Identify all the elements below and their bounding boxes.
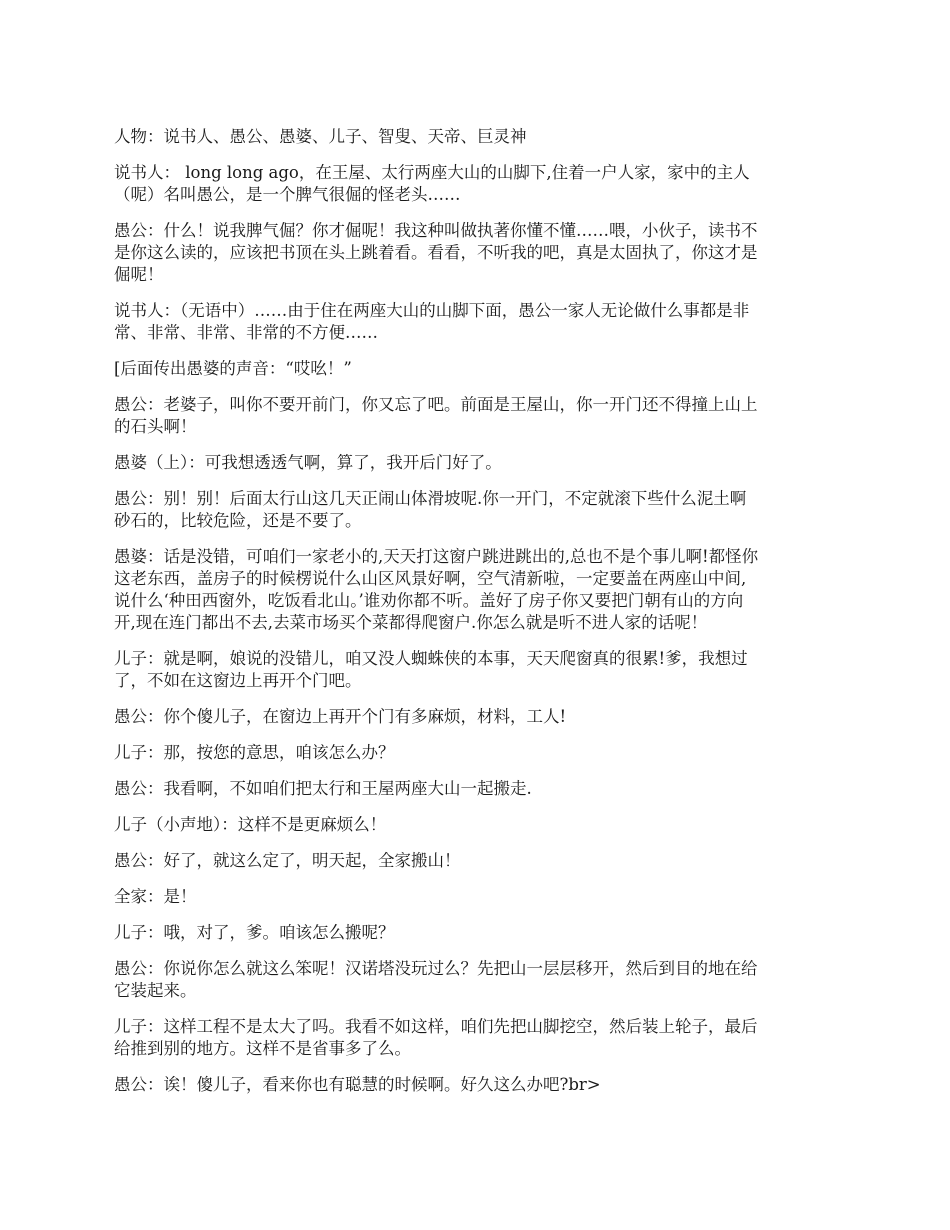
paragraph-yugong-hanoi: 愚公：你说你怎么就这么笨呢！汉诺塔没玩过么？先把山一层层移开，然后到目的地在给 它装起来。 [114, 959, 758, 1000]
paragraph-character-list: 人物：说书人、愚公、愚婆、儿子、智叟、天帝、巨灵神 [114, 127, 527, 146]
paragraph-yugong-landslide: 愚公：别！别！后面太行山这几天正闹山体滑坡呢.你一开门，不定就滚下些什么泥土啊 砂石的，比较危险，还是不要了。 [114, 489, 747, 530]
paragraph-son-new-door: 儿子：就是啊，娘说的没错儿，咱又没人蜘蛛侠的本事，天天爬窗真的很累!爹，我想过 了，不如在这窗边上再开个门吧。 [114, 649, 748, 690]
paragraph-yugong-decided: 愚公：好了，就这么定了，明天起，全家搬山！ [114, 851, 461, 870]
paragraph-son-whisper: 儿子（小声地）：这样不是更麻烦么！ [114, 815, 387, 834]
paragraph-yugong-final: 愚公：诶！傻儿子，看来你也有聪慧的时候啊。好久这么办吧?br> [114, 1075, 601, 1094]
paragraph-yupo-back-door: 愚婆（上）：可我想透透气啊，算了，我开后门好了。 [114, 453, 502, 472]
paragraph-son-wheels: 儿子：这样工程不是太大了吗。我看不如这样，咱们先把山脚挖空，然后装上轮子，最后 给推到别的地方。这样不是省事多了么。 [114, 1017, 758, 1058]
paragraph-family-yes: 全家：是！ [114, 887, 197, 906]
paragraph-yupo-complaint: 愚婆：话是没错，可咱们一家老小的,天天打这窗户跳进跳出的,总也不是个事儿啊!都怪你 这老东西，盖房子的时候楞说什么山区风景好啊，空气清新啦，一定要盖在两座山中间, 说什么‘种田西窗外，吃饭看北山。’谁劝你都不听。盖好了房子你又要把门朝有山的方向 开,现在连门都出不去,去菜市场买个菜都得爬窗户.你怎么就是听不进人家的话呢！ [114, 547, 759, 632]
paragraph-yugong-trouble: 愚公：你个傻儿子，在窗边上再开个门有多麻烦，材料，工人! [114, 707, 567, 726]
paragraph-yugong-stubborn: 愚公：什么！说我脾气倔？你才倔呢！我这种叫做执著你懂不懂……喂，小伙子，读书不 是你这么读的，应该把书顶在头上跳着看。看看，不听我的吧，真是太固执了，你这才是 倔呢！ [114, 221, 758, 284]
paragraph-stage-direction: [后面传出愚婆的声音：“哎吆！” [114, 359, 352, 378]
paragraph-yugong-front-door: 愚公：老婆子，叫你不要开前门，你又忘了吧。前面是王屋山，你一开门还不得撞上山上 的石头啊！ [114, 395, 758, 436]
paragraph-yugong-move-mountains: 愚公：我看啊，不如咱们把太行和王屋两座大山一起搬走. [114, 779, 532, 798]
paragraph-narrator-intro: 说书人： long long ago，在王屋、太行两座大山的山脚下,住着一户人家，家中的主人 （呢）名叫愚公，是一个脾气很倔的怪老头…… [114, 163, 750, 204]
paragraph-son-ask: 儿子：那，按您的意思，咱该怎么办？ [114, 743, 395, 762]
document-body [114, 126, 844, 1110]
paragraph-son-how: 儿子：哦，对了，爹。咱该怎么搬呢？ [114, 923, 395, 942]
paragraph-narrator-inconvenience: 说书人：（无语中）……由于住在两座大山的山脚下面，愚公一家人无论做什么事都是非 常、非常、非常、非常的不方便…… [114, 301, 750, 342]
